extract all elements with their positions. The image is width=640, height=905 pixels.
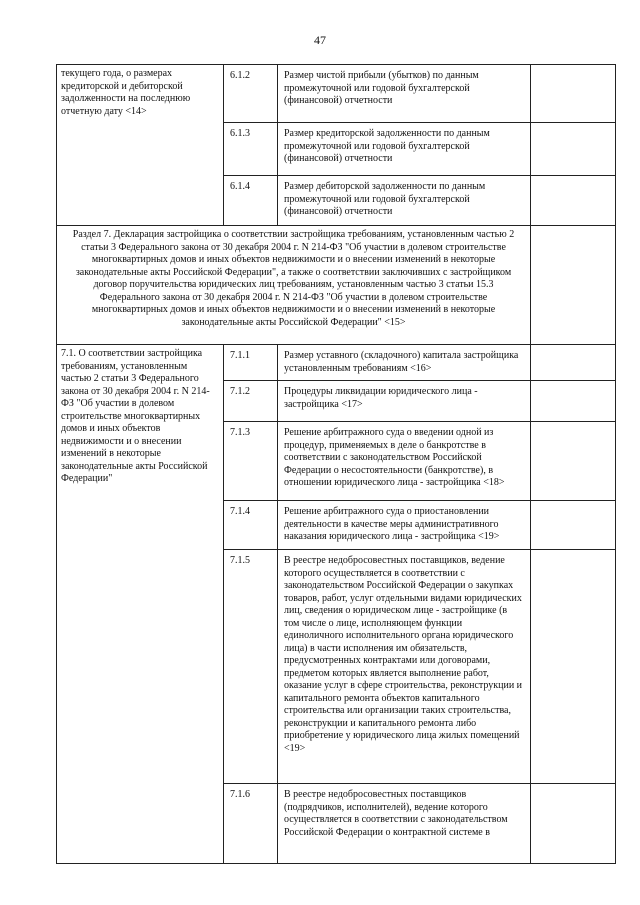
- item-number: 6.1.3: [224, 123, 278, 176]
- item-description: Решение арбитражного суда о приостановлении деятельности в качестве меры административного наказания юридического лица - застройщика <19>: [278, 501, 531, 550]
- item-description: Процедуры ликвидации юридического лица - застройщика <17>: [278, 381, 531, 422]
- section-heading: Раздел 7. Декларация застройщика о соответствии застройщика требованиям, установленным частью 2 статьи 3 Федерального закона от 30 декабря 2004 г. N 214-ФЗ "Об участии в долевом строительстве многоквартирных домов и иных объектов недвижимости и о внесении изменений в некоторые законодательные акты Российской Федерации", а также о соответствии заключивших с застройщиком договор поручительства юридических лиц требованиям, установленным частью 3 статьи 15.3 Федерального закона от 30 декабря 2004 г. N 214-ФЗ "Об участии в долевом строительстве многоквартирных домов и иных объектов недвижимости и о внесении изменений в некоторые законодательные акты Российской Федерации" <15>: [57, 226, 531, 345]
- item-description: В реестре недобросовестных поставщиков, ведение которого осуществляется в соответствии с законодательством Российской Федерации о закупках товаров, работ, услуг отдельными видами юридических лиц, сведения о юридическом лице - застройщике (в том числе о лице, исполняющем функции единоличного исполнительного органа юридического лица) в части исполнения им обязательств, предусмотренных контрактами или договорами, предметом которых является выполнение работ, оказание услуг в сфере строительства, реконструкции и капитального ремонта объектов капитального строительства или организации таких строительства, реконструкции и капитального ремонта либо приобретение у юридического лица жилых помещений <19>: [278, 550, 531, 784]
- value-cell: [531, 123, 616, 176]
- item-number: 7.1.5: [224, 550, 278, 784]
- item-number: 7.1.6: [224, 784, 278, 864]
- item-description: В реестре недобросовестных поставщиков (подрядчиков, исполнителей), ведение которого осуществляется в соответствии с законодательством Российской Федерации о контрактной системе в: [278, 784, 531, 864]
- item-description: Размер уставного (складочного) капитала застройщика установленным требованиям <16>: [278, 345, 531, 381]
- item-number: 7.1.1: [224, 345, 278, 381]
- value-cell: [531, 784, 616, 864]
- item-description: Решение арбитражного суда о введении одной из процедур, применяемых в деле о банкротстве в соответствии с законодательством Российской Федерации о несостоятельности (банкротстве), в отношении юридического лица - застройщика <18>: [278, 422, 531, 501]
- value-cell: [531, 65, 616, 123]
- declaration-table: [56, 64, 616, 864]
- value-cell: [531, 422, 616, 501]
- item-number: 6.1.2: [224, 65, 278, 123]
- item-description: Размер кредиторской задолженности по данным промежуточной или годовой бухгалтерской (финансовой) отчетности: [278, 123, 531, 176]
- item-number: 7.1.3: [224, 422, 278, 501]
- item-number: 7.1.4: [224, 501, 278, 550]
- page-number: 47: [314, 33, 326, 47]
- value-cell: [531, 501, 616, 550]
- item-number: 6.1.4: [224, 176, 278, 226]
- item-description: Размер чистой прибыли (убытков) по данным промежуточной или годовой бухгалтерской (финансовой) отчетности: [278, 65, 531, 123]
- value-cell: [531, 381, 616, 422]
- value-cell: [531, 226, 616, 345]
- table-row: [57, 345, 616, 381]
- value-cell: [531, 550, 616, 784]
- item-description: Размер дебиторской задолженности по данным промежуточной или годовой бухгалтерской (финансовой) отчетности: [278, 176, 531, 226]
- table-row: [57, 226, 616, 345]
- group-label: 7.1. О соответствии застройщика требованиям, установленным частью 2 статьи 3 Федерального закона от 30 декабря 2004 г. N 214-ФЗ "Об участии в долевом строительстве многоквартирных домов и иных объектов недвижимости и о внесении изменений в некоторые законодательные акты Российской Федерации": [57, 345, 224, 864]
- item-number: 7.1.2: [224, 381, 278, 422]
- group-label: текущего года, о размерах кредиторской и дебиторской задолженности на последнюю отчетную дату <14>: [57, 65, 224, 226]
- value-cell: [531, 176, 616, 226]
- value-cell: [531, 345, 616, 381]
- table-row: [57, 65, 616, 123]
